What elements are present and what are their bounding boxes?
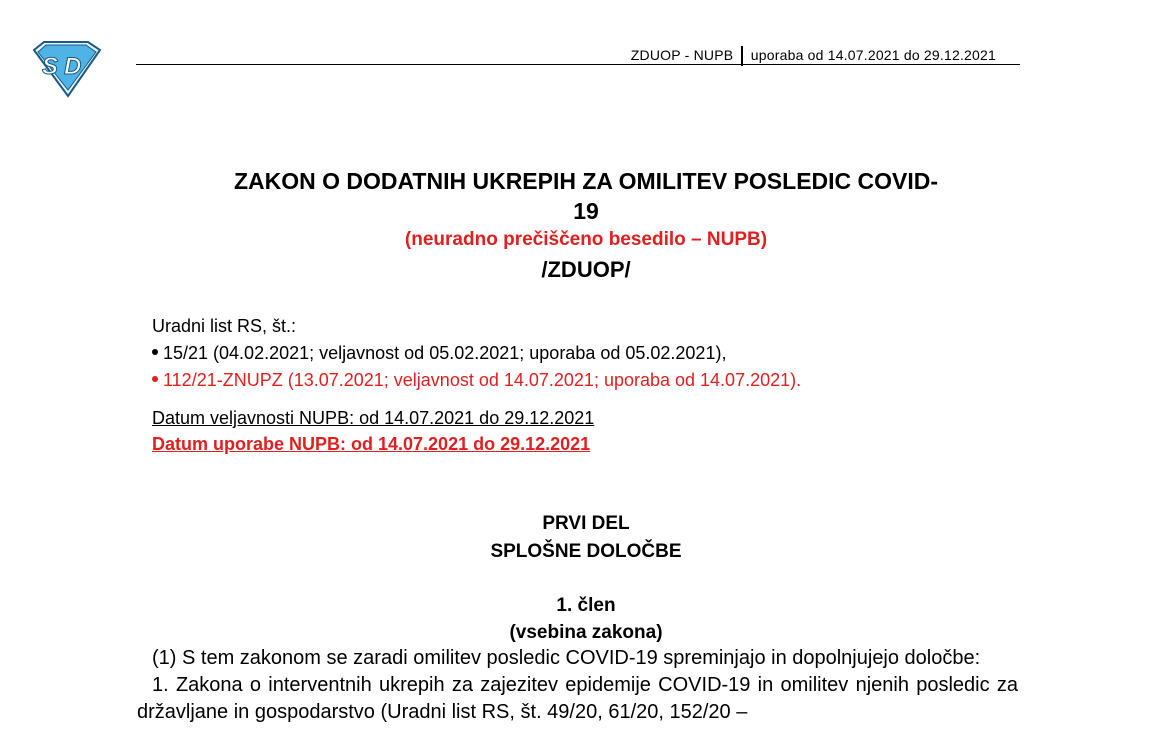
- header-abbreviation: ZDUOP - NUPB: [630, 47, 734, 63]
- document-abbreviation: /ZDUOP/: [541, 257, 631, 282]
- bullet-icon: [152, 349, 158, 355]
- part-number: PRVI DEL: [542, 513, 630, 534]
- gazette-label: Uradni list RS, št.:: [152, 316, 297, 336]
- header-text: [631, 46, 996, 66]
- article-body: [137, 645, 1018, 726]
- validity-date: Datum veljavnosti NUPB: od 14.07.2021 do 29.12.2021: [152, 408, 595, 428]
- gazette-references: [152, 313, 801, 394]
- article-number: 1. člen: [556, 595, 616, 616]
- svg-text:D: D: [64, 53, 82, 80]
- title-line-1: ZAKON O DODATNIH UKREPIH ZA OMILITEV POSLEDIC COVID-: [233, 168, 939, 194]
- list-item: 1. Zakona o interventnih ukrepih za zajezitev epidemije COVID-19 in omilitev njenih posledic za državljane in gospodarstvo (Uradni list RS, št. 49/20, 61/20, 152/20 –: [137, 674, 1018, 723]
- document-title: [136, 166, 1036, 226]
- svg-text:S: S: [42, 53, 59, 80]
- header-separator: [741, 46, 743, 66]
- publisher-logo: [30, 40, 104, 98]
- document-subtitle: (neuradno prečiščeno besedilo – NUPB): [404, 229, 768, 250]
- bullet-icon: [152, 376, 158, 382]
- header-usage: uporaba od 14.07.2021 do 29.12.2021: [750, 47, 996, 63]
- paragraph: (1) S tem zakonom se zaradi omilitev posledic COVID-19 spreminjajo in dopolnjujejo določbe:: [152, 647, 981, 669]
- title-line-2: 19: [573, 198, 599, 224]
- usage-date: Datum uporabe NUPB: od 14.07.2021 do 29.12.2021: [152, 434, 591, 454]
- article-heading: [136, 592, 1036, 646]
- page-header: [136, 44, 1020, 65]
- nupb-dates: [152, 405, 594, 457]
- gazette-item: 15/21 (04.02.2021; veljavnost od 05.02.2021; uporaba od 05.02.2021),: [152, 340, 801, 367]
- part-name: SPLOŠNE DOLOČBE: [490, 541, 682, 562]
- gazette-item: 112/21-ZNUPZ (13.07.2021; veljavnost od 14.07.2021; uporaba od 14.07.2021).: [152, 367, 801, 394]
- article-name: (vsebina zakona): [509, 622, 663, 643]
- part-heading: [136, 510, 1036, 566]
